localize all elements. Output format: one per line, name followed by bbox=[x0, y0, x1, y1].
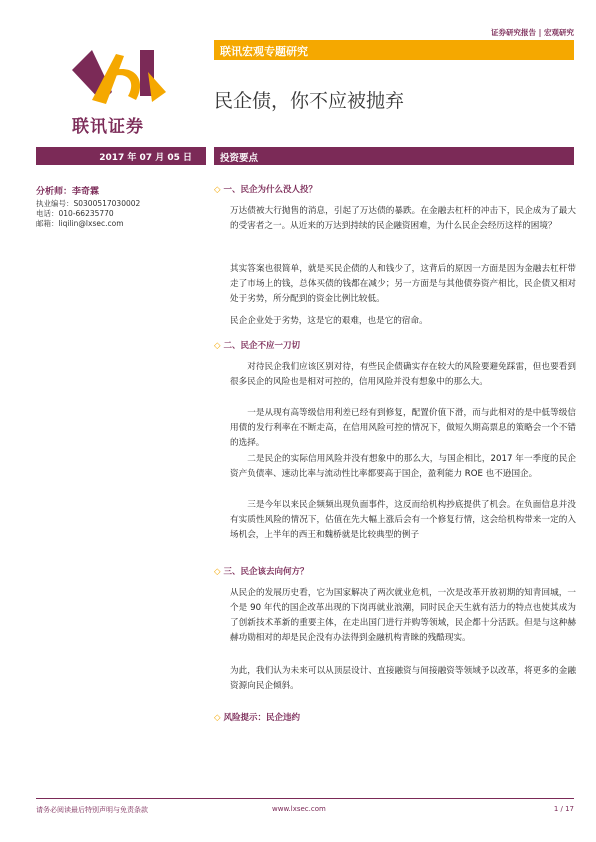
report-date: 2017 年 07 月 05 日 bbox=[99, 153, 192, 163]
footer-divider bbox=[36, 798, 574, 799]
paragraph: 从民企的发展历史看，它为国家解决了两次就业危机，一次是改革开放初期的知青回城，一个是 90 年代的国企改革出现的下岗再就业浪潮，同时民企天生就有活力的特点也使其成为了创新技术革新的重要主体，在走出国门进行并购等领域，民企都十分活跃。但是与这种赫赫功勋相对的却是民企没有办法得到金融机构青睐的残酷现实。 bbox=[230, 588, 576, 643]
diamond-outline-icon: ◇ bbox=[214, 185, 221, 195]
diamond-outline-icon: ◇ bbox=[214, 713, 221, 723]
diamond-outline-icon: ◇ bbox=[214, 567, 221, 577]
analyst-cert: 执业编号：S0300517030002 bbox=[36, 199, 141, 208]
series-name: 联讯宏观专题研究 bbox=[220, 45, 308, 58]
diamond-outline-icon: ◇ bbox=[214, 341, 221, 351]
analyst-name: 分析师：李奇霖 bbox=[36, 187, 100, 197]
analyst-email[interactable]: 邮箱：liqilin@lxsec.com bbox=[36, 219, 124, 228]
summary-label: 投资要点 bbox=[220, 153, 259, 164]
paragraph: 为此，我们认为未来可以从顶层设计、直接融资与间接融资等领域予以改革，将更多的金融资源向民企倾斜。 bbox=[230, 666, 576, 691]
page-number: 1 / 17 bbox=[553, 805, 574, 813]
footer-disclaimer: 请务必阅读最后特别声明与免责条款 bbox=[36, 806, 148, 814]
summary-banner bbox=[214, 147, 574, 165]
section-heading-text: 三、民企该去向何方？ bbox=[223, 567, 309, 577]
paragraph: 民企企业处于劣势，这是它的艰难，也是它的宿命。 bbox=[230, 316, 428, 326]
footer-website-link[interactable]: www.lxsec.com bbox=[272, 805, 326, 813]
paragraph: 对待民企我们应该区别对待，有些民企债确实存在较大的风险要避免踩雷，但也要看到很多民企的风险也是相对可控的，信用风险并没有想象中的那么大。 bbox=[230, 362, 576, 387]
section-heading-2 bbox=[214, 339, 300, 351]
paragraph: 二是民企的实际信用风险并没有想象中的那么大，与国企相比，2017 年一季度的民企资产负债率、速动比率与流动性比率都要高于国企，盈利能力 ROE 也不逊国企。 bbox=[230, 454, 576, 479]
page-title: 民企债，你不应被抛弃 bbox=[214, 90, 405, 112]
company-name: 联讯证券 bbox=[72, 117, 144, 137]
paragraph: 三是今年以来民企频频出现负面事件，这反而给机构抄底提供了机会。在负面信息并没有实质性风险的情况下，估值在先大幅上涨后会有一个修复行情，这会给机构带来一定的入场机会，上半年的西王和魏桥就是比较典型的例子 bbox=[230, 500, 576, 540]
date-banner bbox=[36, 147, 206, 165]
paragraph: 一是从现有高等级信用利差已经有到修复，配置价值下滑，而与此相对的是中低等级信用债的发行利率在不断走高，在信用风险可控的情况下，做短久期高票息的策略会一个不错的选择。 bbox=[230, 408, 576, 448]
section-heading-text: 风险提示：民企违约 bbox=[223, 713, 301, 723]
report-category-tag: 证券研究报告 | 宏观研究 bbox=[491, 28, 574, 37]
paragraph: 其实答案也很简单，就是买民企债的人和钱少了，这背后的原因一方面是因为金融去杠杆带走了市场上的钱，总体买债的钱都在减少；另一方面是与其他债券资产相比，民企债又相对处于劣势，所分配到的资金比例比较低。 bbox=[230, 264, 576, 304]
section-heading-text: 一、民企为什么没人投？ bbox=[223, 185, 318, 195]
analyst-phone: 电话：010-66235770 bbox=[36, 209, 114, 218]
paragraph: 万达债被大行抛售的消息，引起了万达债的暴跌。在金融去杠杆的冲击下，民企成为了最大的受害者之一。从近来的万达到持续的民企融资困难，为什么民企会经历这样的困境？ bbox=[230, 206, 576, 231]
section-heading-3 bbox=[214, 565, 309, 577]
series-banner bbox=[214, 40, 574, 60]
section-heading-risk bbox=[214, 711, 300, 723]
section-heading-1 bbox=[214, 183, 317, 195]
section-heading-text: 二、民企不应一刀切 bbox=[223, 341, 301, 351]
logo-orange-wedge bbox=[148, 72, 166, 102]
